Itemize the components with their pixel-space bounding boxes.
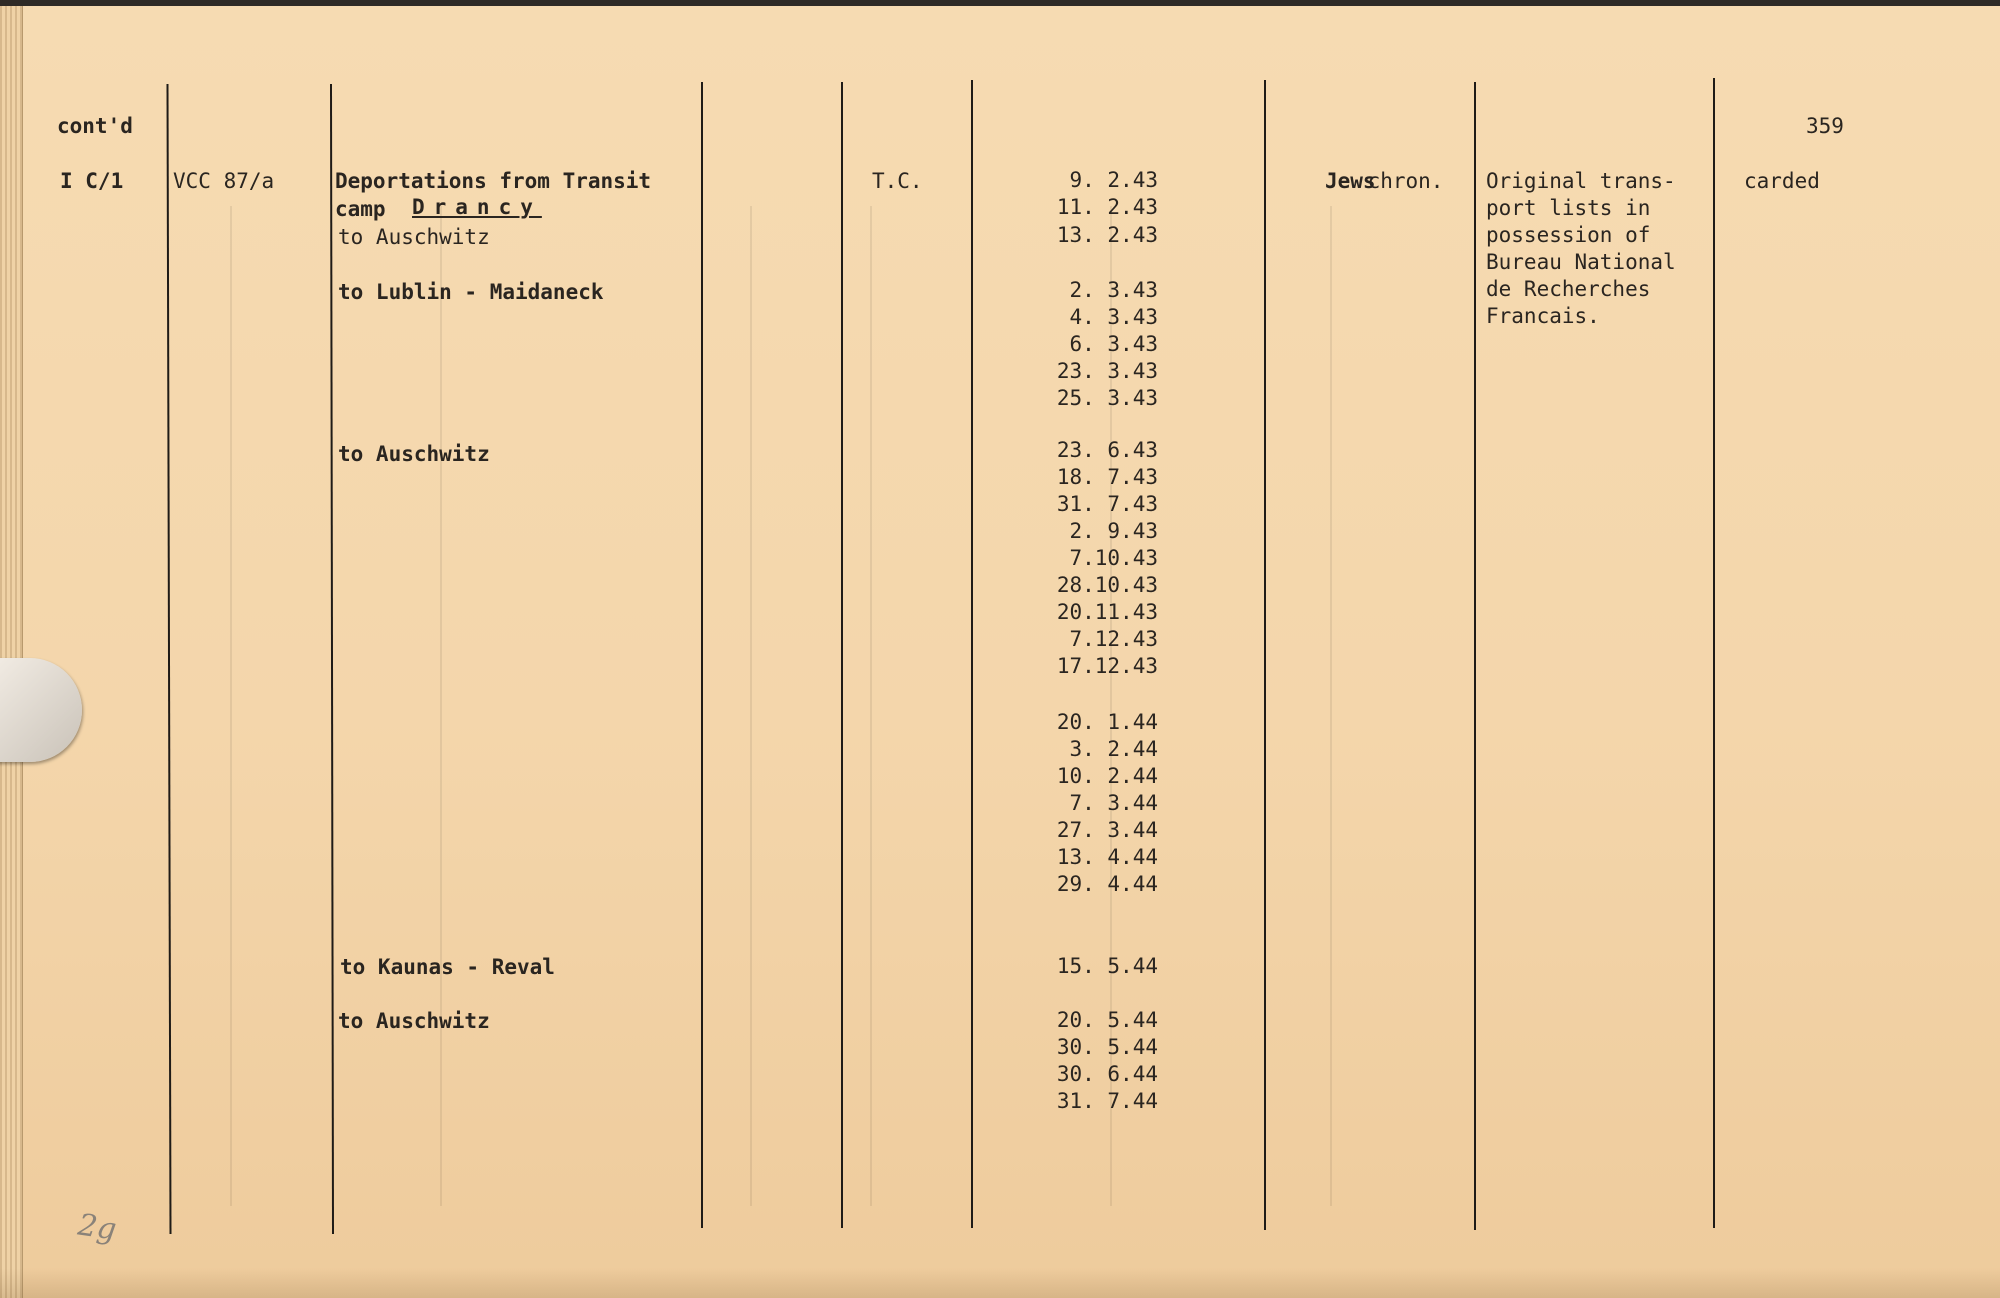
pencil-annotation: 2g <box>75 1207 119 1248</box>
page-number: 359 <box>1806 114 1844 138</box>
transport-date: 20.11.43 <box>1056 600 1158 624</box>
transport-date: 20. 1.44 <box>1056 710 1158 734</box>
column-rule <box>1713 78 1715 1228</box>
transport-date: 7. 3.44 <box>1069 791 1158 815</box>
remarks-line-6: Francais. <box>1486 304 1600 328</box>
transport-date: 3. 2.44 <box>1069 737 1158 761</box>
classification-code: I C/1 <box>60 169 124 193</box>
column-rule <box>841 82 843 1228</box>
transport-date: 20. 5.44 <box>1056 1008 1158 1032</box>
transport-date: 18. 7.43 <box>1056 465 1158 489</box>
bleed-through <box>110 206 1410 1206</box>
destination-label: to Kaunas - Reval <box>340 955 555 979</box>
continued-label: cont'd <box>57 114 133 138</box>
stacked-card-edges <box>0 6 23 1298</box>
subject-category: Jews <box>1325 169 1376 193</box>
transport-date: 27. 3.44 <box>1056 818 1158 842</box>
description-title: Deportations from Transit <box>335 169 652 193</box>
destination-label: to Auschwitz <box>338 225 490 249</box>
remarks-line-4: Bureau National <box>1486 250 1676 274</box>
transport-date: 6. 3.43 <box>1069 332 1158 356</box>
transport-date: 13. 2.43 <box>1056 223 1158 247</box>
remarks-line-1: Original trans- <box>1486 169 1676 193</box>
transport-date: 7.10.43 <box>1069 546 1158 570</box>
binder-clip <box>0 658 82 762</box>
transport-date: 17.12.43 <box>1056 654 1158 678</box>
column-rule <box>701 82 703 1228</box>
transport-date: 7.12.43 <box>1069 627 1158 651</box>
transport-date: 31. 7.44 <box>1056 1089 1158 1113</box>
transport-date: 13. 4.44 <box>1056 845 1158 869</box>
transport-date: 30. 6.44 <box>1056 1062 1158 1086</box>
transport-date: 31. 7.43 <box>1056 492 1158 516</box>
transport-date: 4. 3.43 <box>1069 305 1158 329</box>
destination-label: to Auschwitz <box>338 442 490 466</box>
transport-date: 11. 2.43 <box>1056 195 1158 219</box>
transport-date: 23. 3.43 <box>1056 359 1158 383</box>
arrangement: chron. <box>1367 169 1444 193</box>
transport-date: 10. 2.44 <box>1056 764 1158 788</box>
transport-date: 2. 3.43 <box>1069 278 1158 302</box>
status: carded <box>1744 169 1820 193</box>
transport-date: 30. 5.44 <box>1056 1035 1158 1059</box>
record-card <box>0 6 2000 1298</box>
column-rule <box>971 80 973 1228</box>
type-code: T.C. <box>872 169 923 193</box>
transport-date: 2. 9.43 <box>1069 519 1158 543</box>
transport-date: 9. 2.43 <box>1069 168 1158 192</box>
transport-date: 15. 5.44 <box>1056 954 1158 978</box>
transport-date: 25. 3.43 <box>1056 386 1158 410</box>
reference-number: VCC 87/a <box>173 169 275 193</box>
destination-label: to Auschwitz <box>338 1009 490 1033</box>
description-camp-prefix: camp <box>335 197 386 221</box>
transport-date: 23. 6.43 <box>1056 438 1158 462</box>
remarks-line-5: de Recherches <box>1486 277 1651 301</box>
column-rule <box>1264 80 1266 1230</box>
remarks-line-2: port lists in <box>1486 196 1651 220</box>
column-rule <box>1474 82 1476 1230</box>
remarks-line-3: possession of <box>1486 223 1651 247</box>
transport-date: 29. 4.44 <box>1056 872 1158 896</box>
description-camp-name: Drancy <box>412 195 542 219</box>
transport-date: 28.10.43 <box>1056 573 1158 597</box>
destination-label: to Lublin - Maidaneck <box>338 280 604 304</box>
